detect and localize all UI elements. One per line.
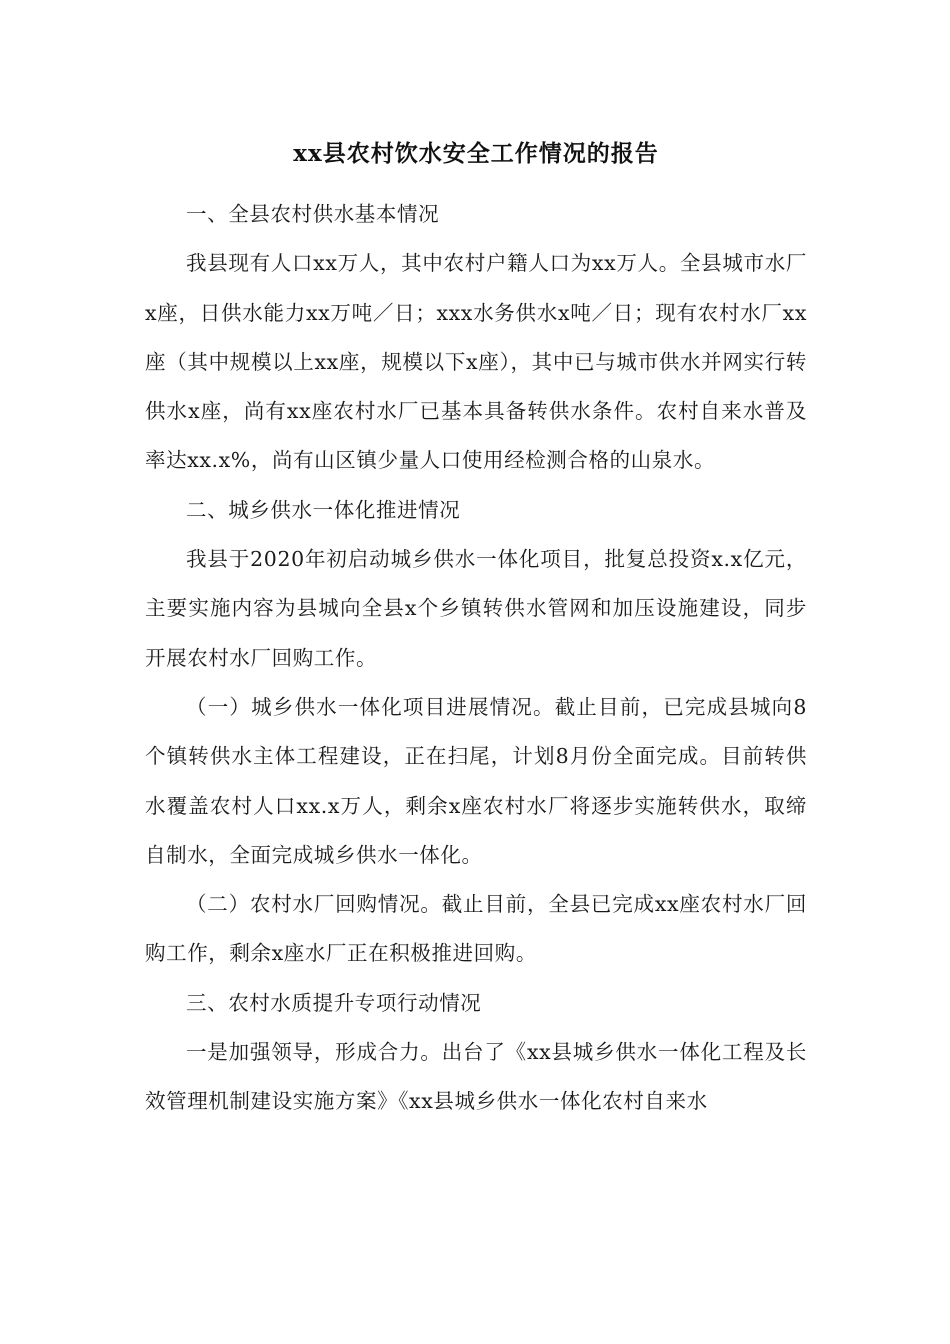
body-paragraph: 我县现有人口xx万人，其中农村户籍人口为xx万人。全县城市水厂x座，日供水能力xx万吨／日；xxx水务供水x吨／日；现有农村水厂xx座（其中规模以上xx座，规模以下x座），其中已与城市供水并网实行转供水x座，尚有xx座农村水厂已基本具备转供水条件。农村自来水普及率达xx.x%，尚有山区镇少量人口使用经检测合格的山泉水。 bbox=[145, 251, 807, 473]
document-page bbox=[145, 134, 807, 1127]
document-title: xx县农村饮水安全工作情况的报告 bbox=[293, 140, 659, 167]
section-basic-situation bbox=[145, 190, 807, 486]
section-integration-progress bbox=[145, 486, 807, 979]
body-paragraph: （一）城乡供水一体化项目进展情况。截止目前，已完成县城向8个镇转供水主体工程建设，正在扫尾，计划8月份全面完成。目前转供水覆盖农村人口xx.x万人，剩余x座农村水厂将逐步实施转供水，取缔自制水，全面完成城乡供水一体化。 bbox=[145, 694, 807, 867]
section-heading: 三、农村水质提升专项行动情况 bbox=[186, 990, 482, 1015]
body-paragraph: 一是加强领导，形成合力。出台了《xx县城乡供水一体化工程及长效管理机制建设实施方案》《xx县城乡供水一体化农村自来水 bbox=[145, 1040, 807, 1114]
section-water-quality-action bbox=[145, 979, 807, 1127]
body-paragraph: （二）农村水厂回购情况。截止目前，全县已完成xx座农村水厂回购工作，剩余x座水厂正在积极推进回购。 bbox=[145, 892, 807, 966]
section-heading: 一、全县农村供水基本情况 bbox=[186, 202, 440, 226]
body-paragraph: 我县于2020年初启动城乡供水一体化项目，批复总投资x.x亿元，主要实施内容为县城向全县x个乡镇转供水管网和加压设施建设，同步开展农村水厂回购工作。 bbox=[145, 547, 807, 670]
section-heading: 二、城乡供水一体化推进情况 bbox=[186, 497, 461, 522]
